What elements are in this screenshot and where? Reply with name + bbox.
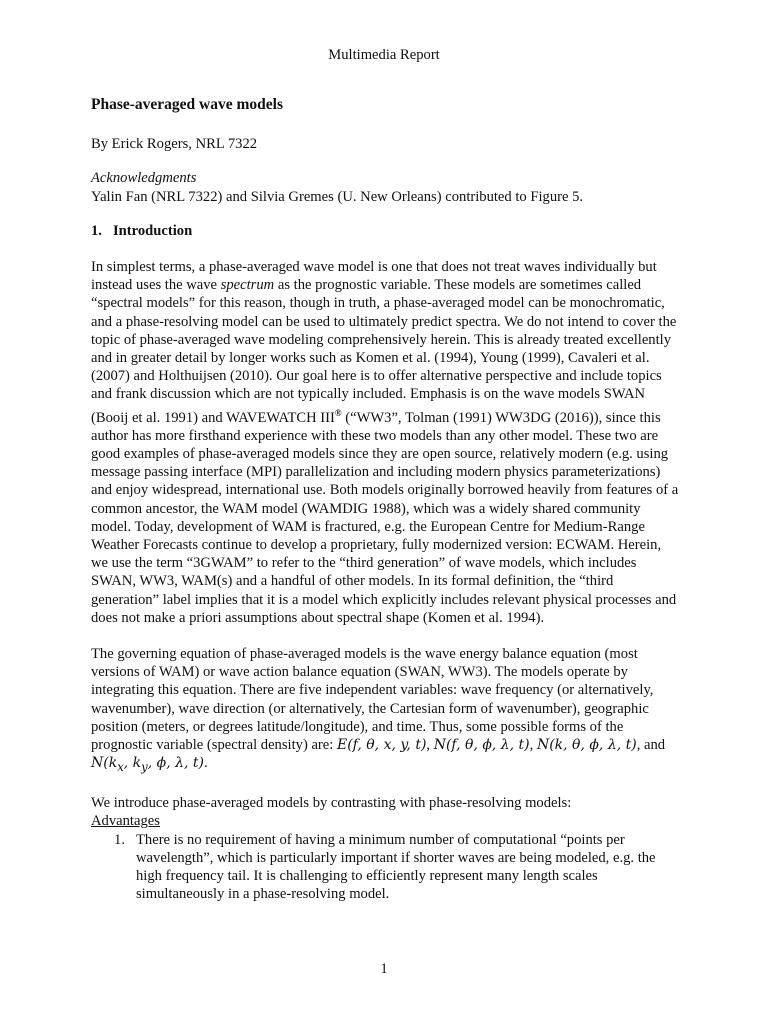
equation-part: N(k: [91, 755, 118, 772]
advantages-list: [91, 831, 681, 904]
paragraph-text: ,: [529, 736, 537, 753]
registered-mark: ®: [334, 407, 342, 418]
list-item-number: 1.: [114, 831, 125, 848]
intro-paragraph-2: [91, 645, 681, 776]
list-item: [91, 831, 681, 904]
section-title: Introduction: [113, 223, 193, 239]
author-byline: By Erick Rogers, NRL 7322: [91, 136, 258, 152]
acknowledgments-block: [91, 169, 681, 206]
equation-subscript: y: [141, 759, 148, 774]
acknowledgments-text: Yalin Fan (NRL 7322) and Silvia Gremes (U. New Orleans) contributed to Figure 5.: [91, 188, 584, 205]
equation-part: , ϕ, λ, t): [147, 755, 204, 772]
advantages-subheading: Advantages: [91, 813, 160, 830]
running-header: Multimedia Report: [328, 47, 440, 63]
document-body: [91, 95, 681, 903]
paragraph-text: as the prognostic variable. These models are sometimes called “spectral models” for this reason, though in truth, a phase-averaged model can be monochromatic, and a phase-resolving model can be used to ultimately predict spectra. We do not intend to cover the topic of phase-averaged wave modeling comprehensively herein. This is already treated excellently and in greater detail by longer works such as Komen et al. (1994), Young (1999), Cavaleri et al. (2007) and Holthuijsen (2010). Our goal here is to offer alternative perspective and include topics and frank discussion which are not typically included. Emphasis is on the wave models SWAN (Booij et al. 1991) and WAVEWATCH III: [91, 277, 677, 426]
equation-energy-spectrum: E(f, θ, x, y, t): [336, 736, 427, 753]
paragraph-emphasis: spectrum: [220, 277, 275, 294]
acknowledgments-heading: Acknowledgments: [91, 170, 197, 186]
paragraph-text: , and: [636, 736, 666, 753]
page-number: 1: [380, 961, 388, 977]
intro-paragraph-1: [91, 258, 681, 627]
equation-action-spectrum-wavenumber: N(k, θ, ϕ, λ, t): [536, 736, 637, 753]
equation-part: , k: [123, 755, 142, 772]
intro-paragraph-3: [91, 794, 681, 903]
paragraph-text: We introduce phase-averaged models by contrasting with phase-resolving models:: [91, 795, 572, 812]
section-heading-introduction: [91, 222, 681, 240]
paragraph-text: .: [203, 755, 208, 772]
equation-action-spectrum-cartesian: [91, 755, 204, 774]
equation-action-spectrum-frequency: N(f, θ, ϕ, λ, t): [433, 736, 530, 753]
paragraph-text: ,: [426, 736, 434, 753]
list-item-text: There is no requirement of having a minimum number of computational “points per wavelength”, which is particularly important if shorter waves are being modeled, e.g. the high frequency tail. It is challenging to efficiently represent many length scales simultaneously in a phase-resolving model.: [136, 831, 656, 903]
document-title: Phase-averaged wave models: [91, 96, 283, 113]
section-number: 1.: [91, 223, 102, 239]
paragraph-text: In simplest terms, a phase-averaged wave model is one that does not treat waves individually but instead uses the wave: [91, 259, 657, 294]
paragraph-text: The governing equation of phase-averaged models is the wave energy balance equation (most versions of WAM) or wave action balance equation (SWAN, WW3). The models operate by integrating this equation. There are five independent variables: wave frequency (or alternatively, wavenumber), wave direction (or alternatively, the Cartesian form of wavenumber), geographic position (meters, or degrees latitude/longitude), and time. Thus, some possible forms of the prognostic variable (spectral density) are:: [91, 645, 654, 753]
paragraph-text: (“WW3”, Tolman (1991) WW3DG (2016)), since this author has more firsthand experience with these two models than any other model. These two are good examples of phase-averaged models since they are open source, relatively modern (e.g. using message passing interface (MPI) parallelization and including modern physics parameterizations) and enjoy widespread, international use. Both models originally borrowed heavily from features of a common ancestor, the WAM model (WAMDIG 1988), which was a widely shared community model. Today, development of WAM is fractured, e.g. the European Centre for Medium-Range Weather Forecasts continue to develop a proprietary, fully modernized version: ECWAM. Herein, we use the term “3GWAM” to refer to the “third generation” of wave models, which includes SWAN, WW3, WAM(s) and a handful of other models. In its formal definition, the “third generation” label implies that it is a model which explicitly includes relevant physical processes and does not make a priori assumptions about spectral shape (Komen et al. 1994).: [91, 409, 679, 626]
equation-subscript: x: [117, 759, 124, 774]
